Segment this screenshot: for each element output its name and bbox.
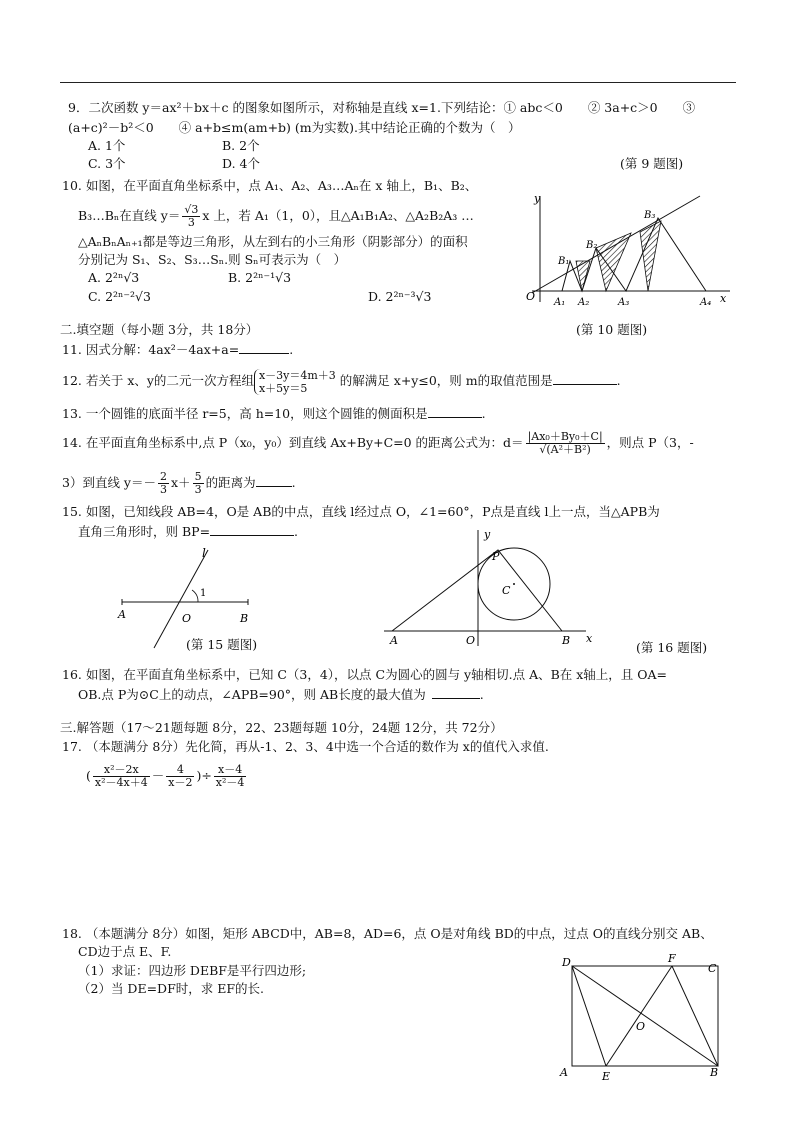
q9-option-b: B. 2个	[222, 138, 260, 153]
q16-label-x: x	[586, 632, 593, 645]
q15-line2	[78, 523, 298, 540]
q10-option-b: B. 2²ⁿ⁻¹√3	[228, 270, 292, 285]
q11-period: .	[289, 342, 294, 357]
q15-line2-text: 直角三角形时，则 BP=	[78, 524, 211, 539]
q18-line2: CD边于点 E、F.	[78, 944, 172, 959]
section-2-heading: 二.填空题（每小题 3分，共 18分）	[60, 322, 259, 337]
q18-label-o: O	[636, 1020, 646, 1033]
q15-label-b: B	[240, 612, 249, 625]
q18-label-e: E	[602, 1070, 611, 1082]
q10-figure	[518, 190, 740, 316]
q10-line2	[78, 204, 474, 229]
q14-fraction-1	[158, 471, 169, 496]
q16-line1: 16. 如图，在平面直角坐标系中，已知 C（3，4），以点 C为圆心的圆与 y轴相切.点 A、B在 x轴上，且 OA=	[62, 667, 668, 682]
q10-slope-numerator: √3	[184, 203, 199, 216]
q14-then: ，则点 P（3，-	[606, 435, 694, 450]
q17-fraction-3	[214, 764, 247, 789]
q10-slope-fraction	[182, 204, 200, 229]
q10-label-o: O	[526, 290, 536, 303]
q17-expression	[86, 758, 248, 794]
q10-label-a4: A₄	[700, 297, 712, 308]
q18-line1: 18. （本题满分 8分）如图，矩形 ABCD中，AB=8，AD=6，点 O是对角线 BD的中点，过点 O的直线分别交 AB、	[62, 926, 713, 941]
q12-equation-1: x－3y＝4m＋3	[258, 368, 336, 382]
q17-fraction-3-num: x－4	[214, 764, 247, 777]
q16-label-b: B	[562, 634, 571, 647]
q10-label-y: y	[534, 192, 541, 205]
q10-label-a3: A₃	[618, 297, 630, 308]
q14-line2-end: 的距离为	[205, 475, 256, 490]
q16-label-a: A	[390, 634, 398, 647]
q9-option-a: A. 1个	[88, 138, 126, 153]
q10-line2-end: x 上，若 A₁（1，0），且△A₁B₁A₂、△A₂B₂A₃ …	[202, 208, 474, 223]
q17-text: 17. （本题满分 8分）先化简，再从-1、2、3、4中选一个合适的数作为 x的值代入求值.	[62, 739, 549, 754]
q16-triangle-apb	[392, 550, 562, 631]
q10-line3: △AₙBₙAₙ₊₁都是等边三角形，从左到右的小三角形（阴影部分）的面积	[78, 234, 468, 249]
q17-fraction-1-den: x²－4x＋4	[94, 776, 148, 789]
q17-fraction-3-den: x²－4	[215, 776, 245, 789]
q10-label-b3: B₃	[644, 210, 656, 221]
q14-fraction-1-den: 3	[160, 483, 167, 496]
q11-text	[62, 341, 293, 358]
q17-fraction-2-den: x－2	[168, 776, 193, 789]
q10-shaded-triangle-s2	[596, 233, 631, 291]
q15-period: .	[294, 524, 299, 539]
q13-period: .	[481, 406, 486, 421]
q12-equation-system	[254, 369, 336, 395]
q16-center-dot	[513, 583, 515, 585]
q14-line1	[62, 428, 694, 458]
q17-left-paren: (	[86, 768, 91, 783]
q15-angle-1-arc	[192, 590, 198, 602]
q9-line1: 9．二次函数 y＝ax²＋bx＋c 的图象如图所示，对称轴是直线 x=1.下列结论：① abc＜0 ② 3a+c＞0 ③	[68, 100, 696, 115]
q9-line2: (a+c)²－b²＜0 ④ a+b≤m(am+b) (m为实数).其中结论正确的个数为（ ）	[68, 120, 521, 135]
q14-fraction-2	[193, 471, 204, 496]
q10-label-a2: A₂	[578, 297, 590, 308]
q10-option-d: D. 2²ⁿ⁻³√3	[368, 289, 432, 304]
q18-label-f: F	[668, 954, 676, 965]
q9-option-d: D. 4个	[222, 156, 260, 171]
q18-label-c: C	[708, 962, 717, 975]
q9-figure-caption: (第 9 题图)	[620, 156, 684, 171]
q14-distance-formula	[526, 431, 605, 456]
q16-label-p: P	[492, 550, 500, 563]
q16-label-c: C	[502, 584, 511, 597]
q10-shaded-triangle-s3	[640, 221, 661, 291]
q10-figure-caption: (第 10 题图)	[576, 322, 648, 337]
q15-label-a: A	[118, 608, 126, 621]
q10-line2-start: B₃…Bₙ在直线 y＝	[78, 208, 181, 223]
q12-tail: 的解满足 x+y≤0，则 m的取值范围是	[339, 373, 553, 388]
q12-equation-2: x＋5y＝5	[258, 381, 308, 395]
q10-option-c: C. 2²ⁿ⁻²√3	[88, 289, 151, 304]
q14-formula-denominator: √(A²＋B²)	[539, 443, 591, 456]
q15-label-l: l	[202, 546, 206, 560]
q14-period: .	[291, 475, 296, 490]
q17-fraction-2-num: 4	[166, 764, 194, 777]
q11-answer-blank[interactable]	[239, 341, 289, 354]
q13-question: 13. 一个圆锥的底面半径 r=5，高 h=10，则这个圆锥的侧面积是	[62, 406, 428, 421]
q14-fraction-2-den: 3	[194, 483, 202, 496]
section-3-heading: 三.解答题（17～21题每题 8分，22、23题每题 10分，24题 12分，共 72分）	[60, 720, 503, 735]
q16-period: .	[479, 687, 484, 702]
q10-slope-denominator: 3	[187, 216, 195, 229]
q17-fraction-1-num: x²－2x	[93, 764, 150, 777]
header-rule	[60, 82, 736, 83]
q18-part-2: （2）当 DE=DF时，求 EF的长.	[78, 981, 264, 996]
q17-fraction-1	[93, 764, 150, 789]
q16-line2	[78, 686, 484, 703]
q10-option-a: A. 2²ⁿ√3	[88, 270, 140, 285]
q14-line2-start: 3）到直线 y＝－	[62, 475, 156, 490]
q17-fraction-2	[166, 764, 194, 789]
q18-segment-ef	[606, 966, 672, 1066]
q12-period: .	[616, 373, 621, 388]
q18-label-a: A	[560, 1066, 568, 1079]
q10-line1: 10. 如图，在平面直角坐标系中，点 A₁、A₂、A₃…Aₙ在 x 轴上，B₁、B₂、	[62, 178, 478, 193]
q16-figure-caption: (第 16 题图)	[636, 640, 708, 655]
q15-figure	[112, 544, 260, 652]
q15-line-l	[154, 550, 208, 648]
q10-line4: 分别记为 S₁、S₂、S₃…Sₙ.则 Sₙ可表示为（ ）	[78, 252, 347, 267]
q16-figure	[380, 528, 600, 648]
q18-figure	[556, 954, 728, 1082]
q18-label-d: D	[562, 956, 571, 969]
q15-line1: 15. 如图，已知线段 AB=4，O是 AB的中点，直线 l经过点 O，∠1=60°，P点是直线 l上一点，当△APB为	[62, 504, 660, 519]
q14-lead: 14. 在平面直角坐标系中,点 P（x₀，y₀）到直线 Ax+By+C=0 的距离公式为：d＝	[62, 435, 524, 450]
q16-line2-text: OB.点 P为⊙C上的动点，∠APB=90°，则 AB长度的最大值为	[78, 687, 426, 702]
q16-label-o: O	[466, 634, 476, 647]
q14-line2	[62, 468, 296, 498]
q13-answer-blank[interactable]	[428, 405, 482, 418]
q14-line2-mid: x＋	[171, 475, 191, 490]
q16-answer-blank[interactable]	[432, 686, 480, 699]
q14-formula-numerator: |Ax₀＋By₀＋C|	[527, 430, 603, 443]
q15-label-o: O	[182, 612, 192, 625]
q17-right-paren-divide: )÷	[196, 768, 212, 783]
q13-text	[62, 405, 486, 422]
q10-label-x: x	[720, 292, 727, 305]
q14-answer-blank[interactable]	[256, 474, 292, 487]
q14-fraction-1-num: 2	[160, 470, 167, 483]
q18-diagonal-bd	[572, 966, 718, 1066]
q16-label-y: y	[484, 528, 491, 541]
q11-question: 11. 因式分解：4ax²－4ax+a=	[62, 342, 240, 357]
q12-answer-blank[interactable]	[553, 372, 617, 385]
q10-label-b2: B₂	[586, 240, 598, 251]
q9-option-c: C. 3个	[88, 156, 126, 171]
q10-label-a1: A₁	[554, 297, 566, 308]
q17-minus: －	[151, 768, 165, 783]
q15-answer-blank[interactable]	[210, 523, 294, 536]
q12-lead: 12. 若关于 x、y的二元一次方程组	[62, 373, 254, 388]
q18-part-1: （1）求证：四边形 DEBF是平行四边形;	[78, 963, 307, 978]
q10-label-b1: B₁	[558, 256, 570, 267]
q14-fraction-2-num: 5	[194, 470, 202, 483]
q18-label-b: B	[710, 1066, 719, 1079]
q15-label-angle-1: 1	[200, 588, 207, 599]
q15-figure-caption: (第 15 题图)	[186, 637, 258, 652]
q12-text	[62, 364, 621, 398]
